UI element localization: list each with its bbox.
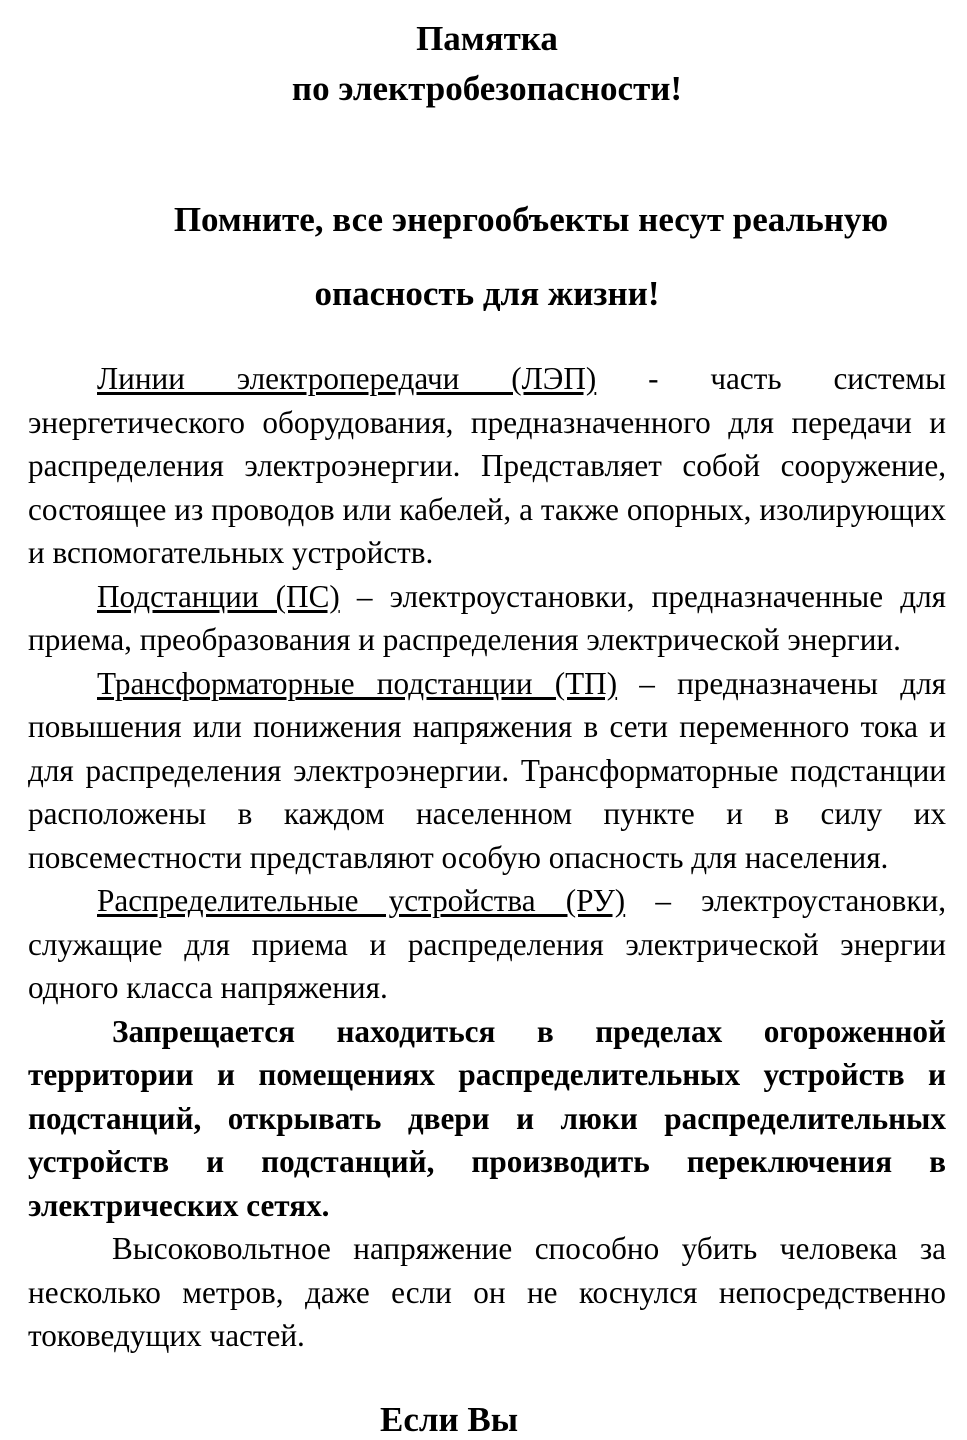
definition-tp: – предназначены для повышения или понижения напряжения в сети переменного тока и для распределения электроэнергии. Трансформаторные подстанции расположены в каждом населенном пункте и в силу их повсеместности представляют особую опасность для населения. — [28, 665, 946, 875]
term-lep: Линии электропередачи (ЛЭП) — [97, 361, 597, 396]
title-line-2: по электробезопасности! — [291, 69, 683, 108]
definition-ps: – электроустановки, предназначенные для приема, преобразования и распределения электрической энергии. — [28, 578, 946, 657]
paragraph-tp — [28, 662, 946, 880]
cutoff-heading: Если Вы — [380, 1400, 519, 1439]
paragraph-lep — [28, 357, 946, 575]
term-ps: Подстанции (ПС) — [97, 578, 340, 614]
term-tp: Трансформаторные подстанции (ТП) — [97, 665, 618, 701]
definition-ru: – электроустановки, служащие для приема и распределения электрической энергии одного класса напряжения. — [28, 883, 946, 1005]
warning-line-1: Помните, все энергообъекты несут реальную — [173, 200, 889, 239]
prohibition-paragraph: Запрещается находиться в пределах огороженной территории и помещениях распределительных устройств и подстанций, открывать двери и люки распределительных устройств и подстанций, производить переключения в электрических сетях. — [28, 1013, 946, 1223]
title-line-1: Памятка — [416, 19, 558, 58]
paragraph-ps — [28, 575, 946, 662]
document-title — [28, 14, 946, 114]
warning-heading — [28, 183, 946, 331]
definition-lep: - часть системы энергетического оборудования, предназначенного для передачи и распределения электроэнергии. Представляет собой сооружение, состоящее из проводов или кабелей, а также опорных, изолирующих и вспомогательных устройств. — [28, 361, 946, 570]
high-voltage-paragraph: Высоковольтное напряжение способно убить человека за несколько метров, даже если он не коснулся непосредственно токоведущих частей. — [28, 1231, 946, 1353]
document-page — [28, 14, 946, 1358]
warning-line-2: опасность для жизни! — [314, 274, 660, 313]
paragraph-ru — [28, 879, 946, 1010]
term-ru: Распределительные устройства (РУ) — [97, 883, 626, 918]
